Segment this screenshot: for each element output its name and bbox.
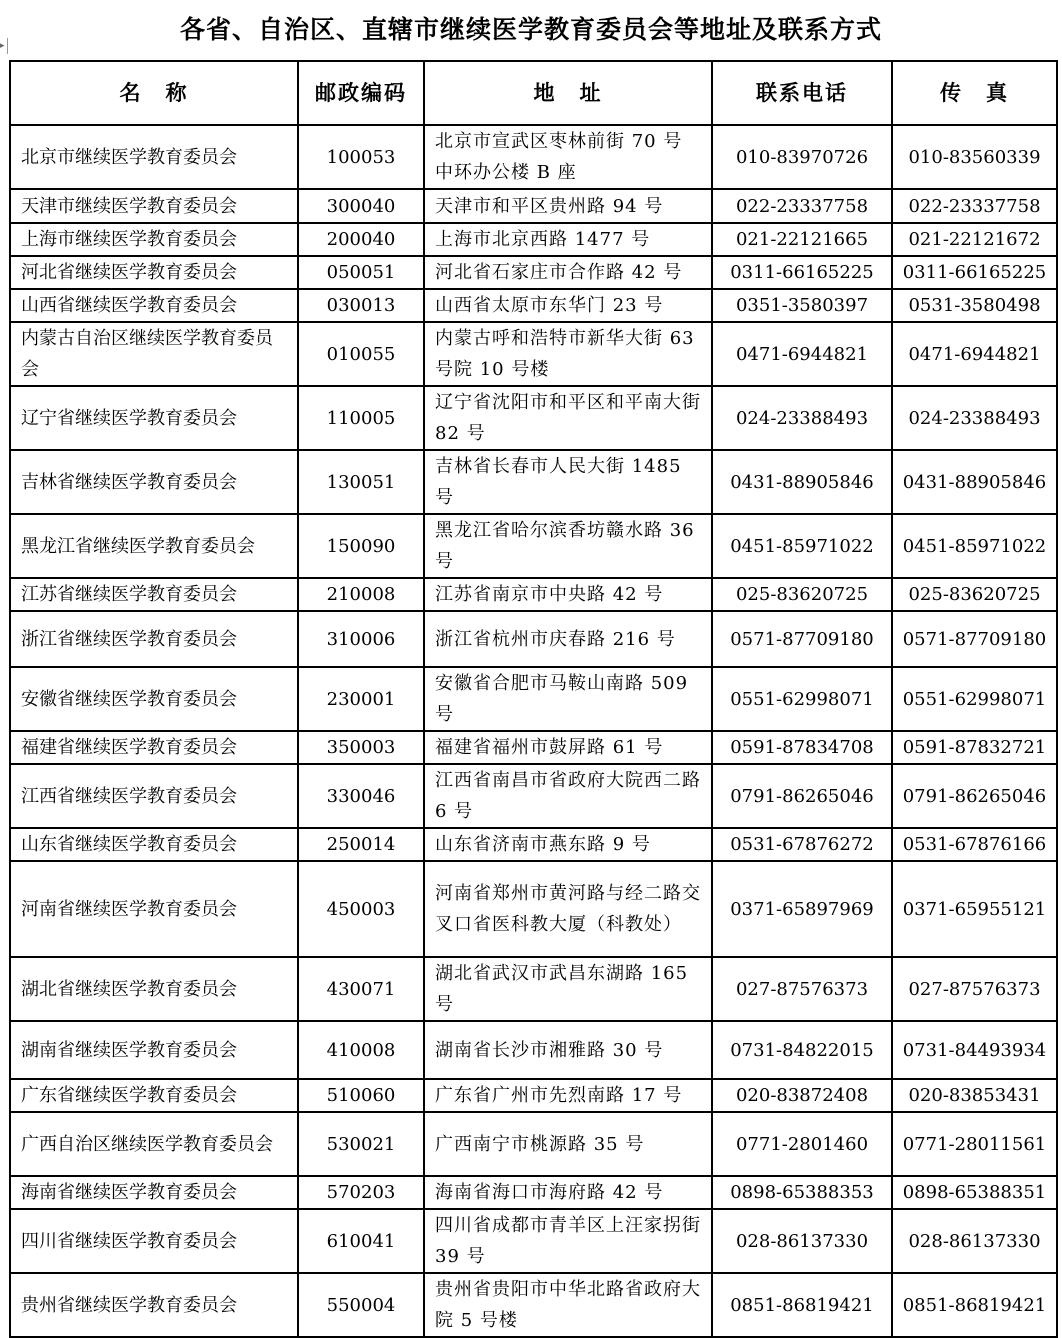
- cell-name: 江西省继续医学教育委员会: [10, 764, 298, 828]
- cell-name: 河南省继续医学教育委员会: [10, 861, 298, 957]
- cell-phone: 025-83620725: [712, 578, 892, 611]
- cell-address: 辽宁省沈阳市和平区和平南大街 82 号: [424, 386, 712, 450]
- cell-fax: 0531-3580498: [892, 289, 1057, 322]
- cell-postcode: 530021: [298, 1112, 424, 1176]
- cell-postcode: 050051: [298, 256, 424, 289]
- header-postcode: 邮政编码: [298, 61, 424, 125]
- cell-phone: 0571-87709180: [712, 611, 892, 667]
- cell-address: 江苏省南京市中央路 42 号: [424, 578, 712, 611]
- cell-fax: 0371-65955121: [892, 861, 1057, 957]
- table-row: [10, 861, 1057, 957]
- cell-phone: 0591-87834708: [712, 731, 892, 764]
- cell-fax: 0851-86819421: [892, 1273, 1057, 1337]
- cell-fax: 0898-65388351: [892, 1176, 1057, 1209]
- cell-fax: 0591-87832721: [892, 731, 1057, 764]
- cell-address: 海南省海口市海府路 42 号: [424, 1176, 712, 1209]
- cell-phone: 0898-65388353: [712, 1176, 892, 1209]
- cell-address: 广西南宁市桃源路 35 号: [424, 1112, 712, 1176]
- cell-address: 广东省广州市先烈南路 17 号: [424, 1079, 712, 1112]
- header-phone: 联系电话: [712, 61, 892, 125]
- cell-postcode: 250014: [298, 828, 424, 861]
- cell-address: 浙江省杭州市庆春路 216 号: [424, 611, 712, 667]
- cell-address: 四川省成都市青羊区上汪家拐街 39 号: [424, 1209, 712, 1273]
- cell-name: 浙江省继续医学教育委员会: [10, 611, 298, 667]
- table-row: [10, 1273, 1057, 1337]
- table-row: [10, 514, 1057, 578]
- table-row: [10, 189, 1057, 223]
- cell-name: 福建省继续医学教育委员会: [10, 731, 298, 764]
- table-row: [10, 1176, 1057, 1209]
- table-row: [10, 386, 1057, 450]
- cell-fax: 0311-66165225: [892, 256, 1057, 289]
- cell-postcode: 300040: [298, 189, 424, 223]
- cell-address: 湖南省长沙市湘雅路 30 号: [424, 1021, 712, 1079]
- cell-phone: 028-86137330: [712, 1209, 892, 1273]
- cell-postcode: 350003: [298, 731, 424, 764]
- cell-name: 广西自治区继续医学教育委员会: [10, 1112, 298, 1176]
- table-row: [10, 828, 1057, 861]
- table-row: [10, 764, 1057, 828]
- cell-name: 上海市继续医学教育委员会: [10, 223, 298, 256]
- table-row: [10, 578, 1057, 611]
- cell-postcode: 100053: [298, 125, 424, 189]
- cell-name: 广东省继续医学教育委员会: [10, 1079, 298, 1112]
- header-address: 地 址: [424, 61, 712, 125]
- table-row: [10, 256, 1057, 289]
- cell-phone: 0551-62998071: [712, 667, 892, 731]
- cell-postcode: 210008: [298, 578, 424, 611]
- cell-postcode: 330046: [298, 764, 424, 828]
- cell-address: 北京市宣武区枣林前街 70 号中环办公楼 B 座: [424, 125, 712, 189]
- table-row: [10, 611, 1057, 667]
- cell-name: 安徽省继续医学教育委员会: [10, 667, 298, 731]
- cell-address: 河北省石家庄市合作路 42 号: [424, 256, 712, 289]
- cell-name: 河北省继续医学教育委员会: [10, 256, 298, 289]
- cell-name: 山东省继续医学教育委员会: [10, 828, 298, 861]
- cell-name: 吉林省继续医学教育委员会: [10, 450, 298, 514]
- cell-fax: 020-83853431: [892, 1079, 1057, 1112]
- cell-address: 安徽省合肥市马鞍山南路 509 号: [424, 667, 712, 731]
- table-row: [10, 1021, 1057, 1079]
- cell-address: 黑龙江省哈尔滨香坊赣水路 36 号: [424, 514, 712, 578]
- cell-fax: 0471-6944821: [892, 322, 1057, 386]
- cell-fax: 0771-28011561: [892, 1112, 1057, 1176]
- cell-postcode: 030013: [298, 289, 424, 322]
- cell-postcode: 550004: [298, 1273, 424, 1337]
- table-row: [10, 1079, 1057, 1112]
- cell-phone: 0731-84822015: [712, 1021, 892, 1079]
- table-row: [10, 289, 1057, 322]
- cell-address: 上海市北京西路 1477 号: [424, 223, 712, 256]
- table-row: [10, 223, 1057, 256]
- cell-fax: 025-83620725: [892, 578, 1057, 611]
- cell-phone: 0531-67876272: [712, 828, 892, 861]
- cell-name: 北京市继续医学教育委员会: [10, 125, 298, 189]
- cell-phone: 010-83970726: [712, 125, 892, 189]
- cell-fax: 0531-67876166: [892, 828, 1057, 861]
- cell-postcode: 200040: [298, 223, 424, 256]
- cell-name: 天津市继续医学教育委员会: [10, 189, 298, 223]
- cell-name: 四川省继续医学教育委员会: [10, 1209, 298, 1273]
- table-row: [10, 1112, 1057, 1176]
- cell-name: 山西省继续医学教育委员会: [10, 289, 298, 322]
- cell-fax: 024-23388493: [892, 386, 1057, 450]
- cell-fax: 028-86137330: [892, 1209, 1057, 1273]
- cell-phone: 027-87576373: [712, 957, 892, 1021]
- corner-marker-icon: ▸: [0, 38, 8, 54]
- header-name: 名 称: [10, 61, 298, 125]
- cell-fax: 0451-85971022: [892, 514, 1057, 578]
- cell-phone: 0351-3580397: [712, 289, 892, 322]
- table-body: [10, 125, 1057, 1337]
- cell-name: 贵州省继续医学教育委员会: [10, 1273, 298, 1337]
- cell-postcode: 430071: [298, 957, 424, 1021]
- cell-address: 山东省济南市燕东路 9 号: [424, 828, 712, 861]
- cell-address: 福建省福州市鼓屏路 61 号: [424, 731, 712, 764]
- header-row: [10, 61, 1057, 125]
- cell-postcode: 610041: [298, 1209, 424, 1273]
- cell-phone: 0431-88905846: [712, 450, 892, 514]
- cell-fax: 0731-84493934: [892, 1021, 1057, 1079]
- cell-fax: 021-22121672: [892, 223, 1057, 256]
- cell-postcode: 150090: [298, 514, 424, 578]
- cell-postcode: 570203: [298, 1176, 424, 1209]
- cell-phone: 021-22121665: [712, 223, 892, 256]
- cell-phone: 0371-65897969: [712, 861, 892, 957]
- cell-postcode: 130051: [298, 450, 424, 514]
- cell-fax: 0431-88905846: [892, 450, 1057, 514]
- cell-address: 吉林省长春市人民大街 1485 号: [424, 450, 712, 514]
- cell-phone: 0771-2801460: [712, 1112, 892, 1176]
- cell-fax: 022-23337758: [892, 189, 1057, 223]
- cell-postcode: 310006: [298, 611, 424, 667]
- table-row: [10, 450, 1057, 514]
- table-row: [10, 322, 1057, 386]
- cell-fax: 027-87576373: [892, 957, 1057, 1021]
- cell-postcode: 450003: [298, 861, 424, 957]
- cell-fax: 0791-86265046: [892, 764, 1057, 828]
- cell-fax: 0551-62998071: [892, 667, 1057, 731]
- table-row: [10, 1209, 1057, 1273]
- table-row: [10, 667, 1057, 731]
- cell-name: 湖南省继续医学教育委员会: [10, 1021, 298, 1079]
- cell-address: 湖北省武汉市武昌东湖路 165 号: [424, 957, 712, 1021]
- cell-address: 江西省南昌市省政府大院西二路 6 号: [424, 764, 712, 828]
- cell-address: 内蒙古呼和浩特市新华大街 63 号院 10 号楼: [424, 322, 712, 386]
- cell-name: 辽宁省继续医学教育委员会: [10, 386, 298, 450]
- cell-fax: 0571-87709180: [892, 611, 1057, 667]
- cell-postcode: 010055: [298, 322, 424, 386]
- cell-fax: 010-83560339: [892, 125, 1057, 189]
- cell-phone: 022-23337758: [712, 189, 892, 223]
- cell-name: 黑龙江省继续医学教育委员会: [10, 514, 298, 578]
- cell-address: 山西省太原市东华门 23 号: [424, 289, 712, 322]
- table-row: [10, 957, 1057, 1021]
- cell-address: 贵州省贵阳市中华北路省政府大院 5 号楼: [424, 1273, 712, 1337]
- cell-phone: 0791-86265046: [712, 764, 892, 828]
- header-fax: 传 真: [892, 61, 1057, 125]
- cell-name: 内蒙古自治区继续医学教育委员会: [10, 322, 298, 386]
- cell-phone: 0471-6944821: [712, 322, 892, 386]
- table-row: [10, 731, 1057, 764]
- cell-name: 江苏省继续医学教育委员会: [10, 578, 298, 611]
- table-row: [10, 125, 1057, 189]
- cell-phone: 0451-85971022: [712, 514, 892, 578]
- cell-postcode: 410008: [298, 1021, 424, 1079]
- cell-phone: 0311-66165225: [712, 256, 892, 289]
- cell-phone: 0851-86819421: [712, 1273, 892, 1337]
- contact-table: [9, 60, 1058, 1338]
- cell-address: 河南省郑州市黄河路与经二路交叉口省医科教大厦（科教处）: [424, 861, 712, 957]
- cell-address: 天津市和平区贵州路 94 号: [424, 189, 712, 223]
- cell-postcode: 510060: [298, 1079, 424, 1112]
- cell-phone: 024-23388493: [712, 386, 892, 450]
- page-title: 各省、自治区、直辖市继续医学教育委员会等地址及联系方式: [179, 15, 882, 44]
- cell-phone: 020-83872408: [712, 1079, 892, 1112]
- cell-postcode: 230001: [298, 667, 424, 731]
- cell-name: 海南省继续医学教育委员会: [10, 1176, 298, 1209]
- cell-name: 湖北省继续医学教育委员会: [10, 957, 298, 1021]
- cell-postcode: 110005: [298, 386, 424, 450]
